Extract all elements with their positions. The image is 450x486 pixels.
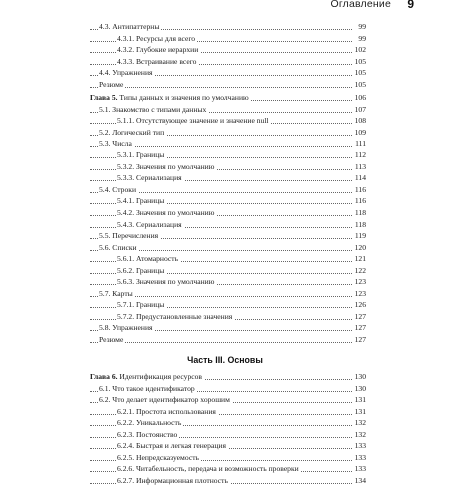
toc-entry-page: 116 (354, 196, 366, 205)
toc-entry-label: 5.4.1. Границы (117, 196, 165, 205)
part-heading: Часть III. Основы (187, 355, 263, 365)
toc-entry-title (99, 384, 197, 394)
toc-entry-page: 105 (354, 80, 366, 89)
toc-entry (0, 220, 450, 230)
header-section-title: Оглавление (330, 0, 391, 10)
toc-entry-label: 5.3.1. Границы (117, 150, 165, 159)
toc-entry-label: Идентификация ресурсов (117, 372, 203, 381)
toc-entry-page: 99 (358, 22, 366, 31)
running-header (0, 0, 450, 10)
toc-entry-label: 5.6. Списки (99, 243, 137, 252)
toc-entry-title (117, 277, 216, 287)
toc-entry-label: 4.3. Антипаттерны (99, 22, 160, 31)
toc-entry-label: Резюме (99, 335, 124, 344)
toc-entry-title (117, 476, 230, 486)
toc-entry-title (117, 312, 234, 322)
toc-entry (0, 464, 450, 474)
toc-entry-label: 6.2.2. Уникальность (117, 418, 182, 427)
toc-entry-label: 6.2.3. Постоянство (117, 430, 178, 439)
toc-entry-title (99, 139, 134, 149)
toc-entry (0, 196, 450, 206)
toc-entry (0, 289, 450, 299)
toc-entry (0, 476, 450, 486)
toc-entry-page: 132 (354, 430, 366, 439)
toc-entry-label: 5.7.1. Границы (117, 300, 165, 309)
toc-entry-title (117, 162, 216, 172)
toc-entry-label: 5.1.1. Отсутствующее значение и значение null (117, 116, 269, 125)
toc-entry-title (99, 323, 155, 333)
toc-entry-title (117, 34, 197, 44)
toc-entry (0, 68, 450, 78)
toc-entry-label: 4.3.3. Встраивание всего (117, 57, 197, 66)
toc-entry-page: 126 (354, 300, 366, 309)
toc-entry-label: 5.3.2. Значения по умолчанию (117, 162, 215, 171)
toc-entry-label: 5.5. Перечисления (99, 231, 159, 240)
toc-entry (0, 162, 450, 172)
toc-entry-label: 5.6.1. Атомарность (117, 254, 179, 263)
toc-entry-page: 134 (354, 476, 366, 485)
toc-entry-page: 118 (354, 220, 366, 229)
toc-entry-title (99, 80, 125, 90)
toc-entry-title (117, 150, 166, 160)
toc-entry-page: 105 (354, 68, 366, 77)
toc-entry-label: 5.8. Упражнения (99, 323, 153, 332)
toc-entry-label: 6.1. Что такое идентификатор (99, 384, 195, 393)
toc-entry (0, 45, 450, 55)
toc-entry-title (117, 300, 166, 310)
toc-entry (0, 430, 450, 440)
toc-entry (0, 300, 450, 310)
toc-entry-title (117, 196, 166, 206)
toc-entry-title (117, 208, 216, 218)
toc-entry-page: 118 (354, 208, 366, 217)
toc-entry (0, 243, 450, 253)
toc-entry-page: 116 (354, 185, 366, 194)
toc-entry-title (99, 128, 166, 138)
toc-entry-label: 6.2.7. Информационная плотность (117, 476, 228, 485)
toc-entry (0, 312, 450, 322)
toc-entry-label: 4.4. Упражнения (99, 68, 153, 77)
toc-entry-title (90, 372, 204, 382)
toc-entry (0, 93, 450, 103)
toc-entry-label: 5.4. Строки (99, 185, 137, 194)
toc-entry (0, 22, 450, 32)
toc-entry-title (117, 220, 184, 230)
toc-entry-label: 5.4.2. Значения по умолчанию (117, 208, 215, 217)
toc-entry-title (99, 105, 208, 115)
toc-entry-title (90, 93, 251, 103)
toc-entry (0, 173, 450, 183)
toc-entry-title (117, 418, 183, 428)
toc-entry-page: 131 (354, 395, 366, 404)
toc-entry-title (117, 116, 271, 126)
toc-entry-title (99, 243, 139, 253)
toc-entry-page: 112 (354, 150, 366, 159)
toc-entry-title (117, 266, 166, 276)
toc-entry-label: Резюме (99, 80, 124, 89)
toc-entry-page: 102 (354, 45, 366, 54)
toc-entry (0, 407, 450, 417)
toc-entry-page: 121 (354, 254, 366, 263)
toc-entry-label: 5.3.3. Сериализация (117, 173, 182, 182)
toc-entry-page: 109 (354, 128, 366, 137)
toc-entry-label: 4.3.1. Ресурсы для всего (117, 34, 196, 43)
toc-entry (0, 372, 450, 382)
toc-entry-label: 6.2.1. Простота использования (117, 407, 216, 416)
toc-entry-label: 5.2. Логический тип (99, 128, 165, 137)
toc-entry (0, 185, 450, 195)
toc-entry-label: 6.2.5. Непредсказуемость (117, 453, 199, 462)
toc-entry-title (117, 45, 200, 55)
toc-entry (0, 231, 450, 241)
header-page-number: 9 (407, 0, 414, 11)
toc-entry-page: 111 (355, 139, 366, 148)
dot-leader (90, 87, 352, 88)
toc-entry-title (117, 430, 179, 440)
toc-entry-label: Типы данных и значения по умолчанию (117, 93, 249, 102)
toc-entry-title (99, 68, 155, 78)
toc-entry-title (99, 185, 138, 195)
toc-entry (0, 80, 450, 90)
toc-entry-label: 5.4.3. Сериализация (117, 220, 182, 229)
toc-entry-page: 130 (354, 372, 366, 381)
toc-entry (0, 254, 450, 264)
toc-entry-page: 105 (354, 57, 366, 66)
toc-entry (0, 418, 450, 428)
chapter-label: Глава 5. (90, 93, 118, 102)
toc-entry-page: 123 (354, 277, 366, 286)
toc-entry-title (117, 57, 198, 67)
toc-entry-page: 131 (354, 407, 366, 416)
toc-entry (0, 139, 450, 149)
toc-entry-page: 113 (354, 162, 366, 171)
toc-entry (0, 395, 450, 405)
toc-entry-title (99, 231, 160, 241)
toc-entry-page: 122 (354, 266, 366, 275)
toc-entry-title (99, 289, 135, 299)
toc-entry-page: 127 (354, 312, 366, 321)
toc-entry-page: 133 (354, 464, 366, 473)
toc-entry-title (117, 453, 201, 463)
toc-entry-label: 4.3.2. Глубокие иерархии (117, 45, 199, 54)
toc-entry-page: 127 (354, 335, 366, 344)
toc-entry-label: 5.6.2. Границы (117, 266, 165, 275)
toc-entry-label: 5.3. Числа (99, 139, 132, 148)
toc-entry-page: 106 (354, 93, 366, 102)
toc-entry (0, 384, 450, 394)
toc-entry-page: 114 (354, 173, 366, 182)
toc-entry (0, 266, 450, 276)
toc-entry-page: 132 (354, 418, 366, 427)
toc-entry (0, 323, 450, 333)
toc-entry-label: 5.6.3. Значения по умолчанию (117, 277, 215, 286)
toc-entry-title (99, 395, 232, 405)
toc-entry-label: 5.7. Карты (99, 289, 133, 298)
toc-entry-page: 108 (354, 116, 366, 125)
toc-entry-label: 5.1. Знакомство с типами данных (99, 105, 207, 114)
toc-entry-page: 120 (354, 243, 366, 252)
dot-leader (90, 342, 352, 343)
toc-entry-title (99, 22, 161, 32)
toc-entry-title (117, 254, 180, 264)
toc-entry-page: 130 (354, 384, 366, 393)
toc-entry-page: 133 (354, 453, 366, 462)
toc-entry (0, 105, 450, 115)
toc-entry-title (117, 173, 184, 183)
toc-entry-page: 133 (354, 441, 366, 450)
toc-entry (0, 128, 450, 138)
toc-entry (0, 277, 450, 287)
toc-entry (0, 57, 450, 67)
toc-entry-title (117, 407, 218, 417)
toc-entry-page: 123 (354, 289, 366, 298)
toc-entry-page: 119 (354, 231, 366, 240)
toc-entry-title (99, 335, 125, 345)
toc-entry-page: 99 (358, 34, 366, 43)
toc-entry (0, 453, 450, 463)
toc-entry (0, 150, 450, 160)
toc-entry (0, 335, 450, 345)
toc-entry (0, 116, 450, 126)
toc-entry-label: 5.7.2. Предустановленные значения (117, 312, 233, 321)
toc-entry-title (117, 464, 301, 474)
chapter-label: Глава 6. (90, 372, 118, 381)
toc-entry-label: 6.2. Что делает идентификатор хорошим (99, 395, 230, 404)
toc-entry-page: 107 (354, 105, 366, 114)
toc-entry (0, 34, 450, 44)
toc-entry-label: 6.2.4. Быстрая и легкая генерация (117, 441, 226, 450)
toc-entry-label: 6.2.6. Читабельность, передача и возможность проверки (117, 464, 299, 473)
toc-entry-page: 127 (354, 323, 366, 332)
toc-entry (0, 208, 450, 218)
